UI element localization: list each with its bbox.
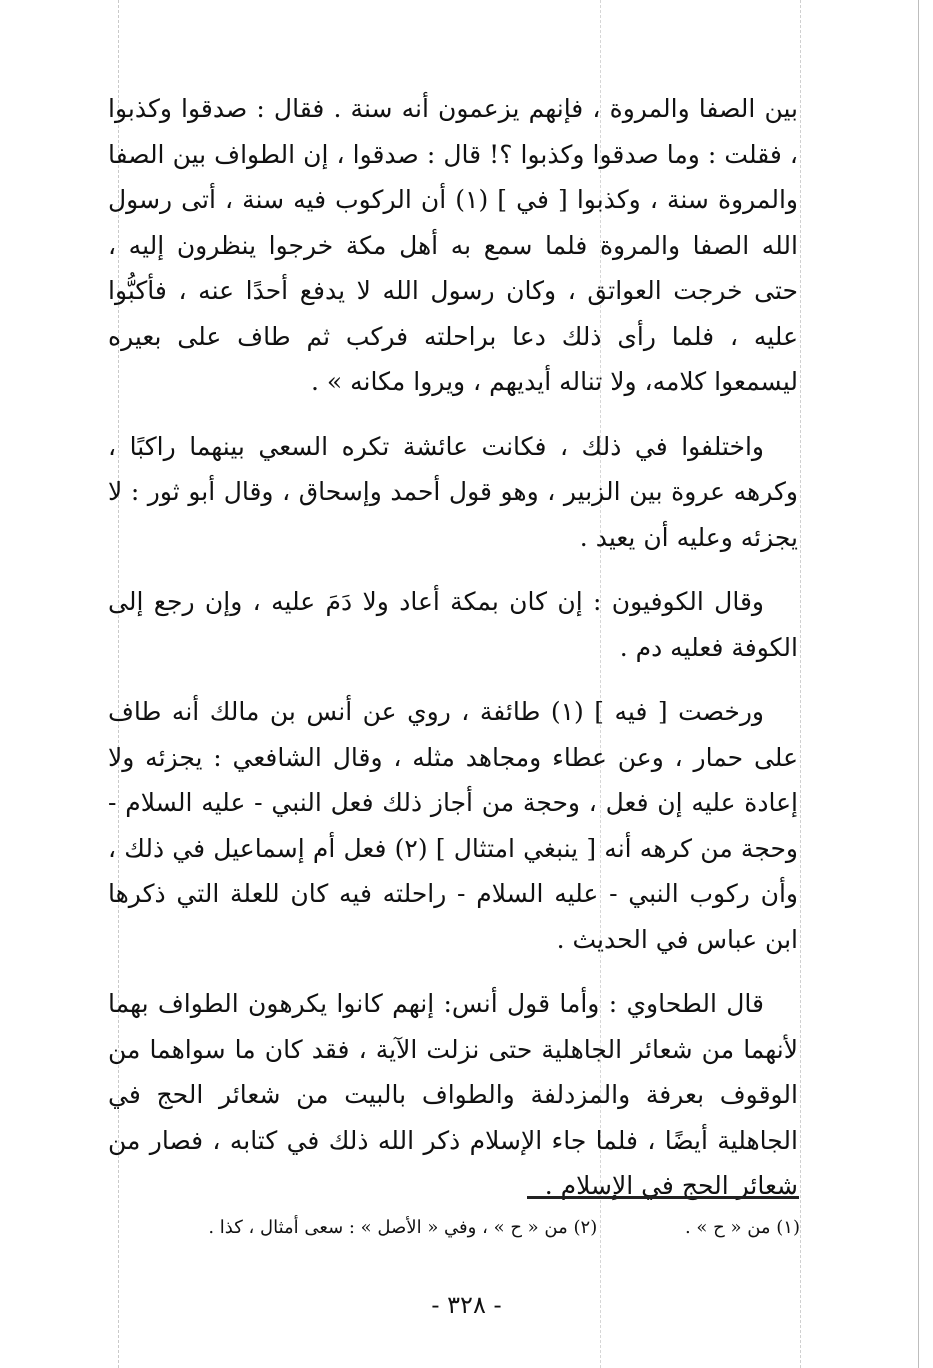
footnote: (١) من « ح » . (684, 1217, 800, 1238)
scan-artifact-line (918, 0, 919, 1368)
paragraph: قال الطحاوي : وأما قول أنس: إنهم كانوا يكرهون الطواف بهما لأنهما من شعائر الجاهلية حتى نزلت الآية ، فقد كان ما سواهما من الوقوف بعرفة والمزدلفة والطواف بالبيت من شعائر الحج في الجاهلية أيضًا ، فلما جاء الإسلام ذكر الله ذلك في كتابه ، فصار من شعائر الحج في الإسلام . (108, 989, 798, 1200)
scan-artifact-line (800, 0, 801, 1368)
footnote: (٢) من « ح » ، وفي « الأصل » : سعى أمثال ، كذا . (208, 1217, 598, 1238)
footnotes (108, 1215, 800, 1241)
footnote-separator (527, 1196, 799, 1199)
paragraph: ورخصت [ فيه ] (١) طائفة ، روي عن أنس بن مالك أنه طاف على حمار ، وعن عطاء ومجاهد مثله ، وقال الشافعي : يجزئه ولا إعادة عليه إن فعل ، وحجة من أجاز ذلك فعل النبي - عليه السلام - وحجة من كرهه أنه [ ينبغي امتثال ] (٢) فعل أم إسماعيل في ذلك ، وأن ركوب النبي - عليه السلام - راحلته فيه كان للعلة التي ذكرها ابن عباس في الحديث . (108, 697, 798, 954)
page-number: - ٣٢٨ - (431, 1291, 502, 1319)
paragraph: وقال الكوفيون : إن كان بمكة أعاد ولا دَمَ عليه ، وإن رجع إلى الكوفة فعليه دم . (108, 587, 798, 662)
paragraph: واختلفوا في ذلك ، فكانت عائشة تكره السعي بينهما راكبًا ، وكرهه عروة بين الزبير ، وهو قول أحمد وإسحاق ، وقال أبو ثور : لا يجزئه وعليه أن يعيد . (108, 431, 798, 552)
paragraph: بين الصفا والمروة ، فإنهم يزعمون أنه سنة . فقال : صدقوا وكذبوا ، فقلت : وما صدقوا وكذبوا ؟! قال : صدقوا ، إن الطواف بين الصفا والمروة سنة ، وكذبوا [ في ] (١) أن الركوب فيه سنة ، أتى رسول الله الصفا والمروة فلما سمع به أهل مكة خرجوا ينظرون إليه ، حتى خرجت العواتق ، وكان رسول الله لا يدفع أحدًا عنه ، فأكبُّوا عليه ، فلما رأى ذلك دعا براحلته فركب ثم طاف على بعيره ليسمعوا كلامه، ولا تناله أيديهم ، ويروا مكانه » . (108, 94, 798, 396)
main-text (108, 86, 798, 1228)
